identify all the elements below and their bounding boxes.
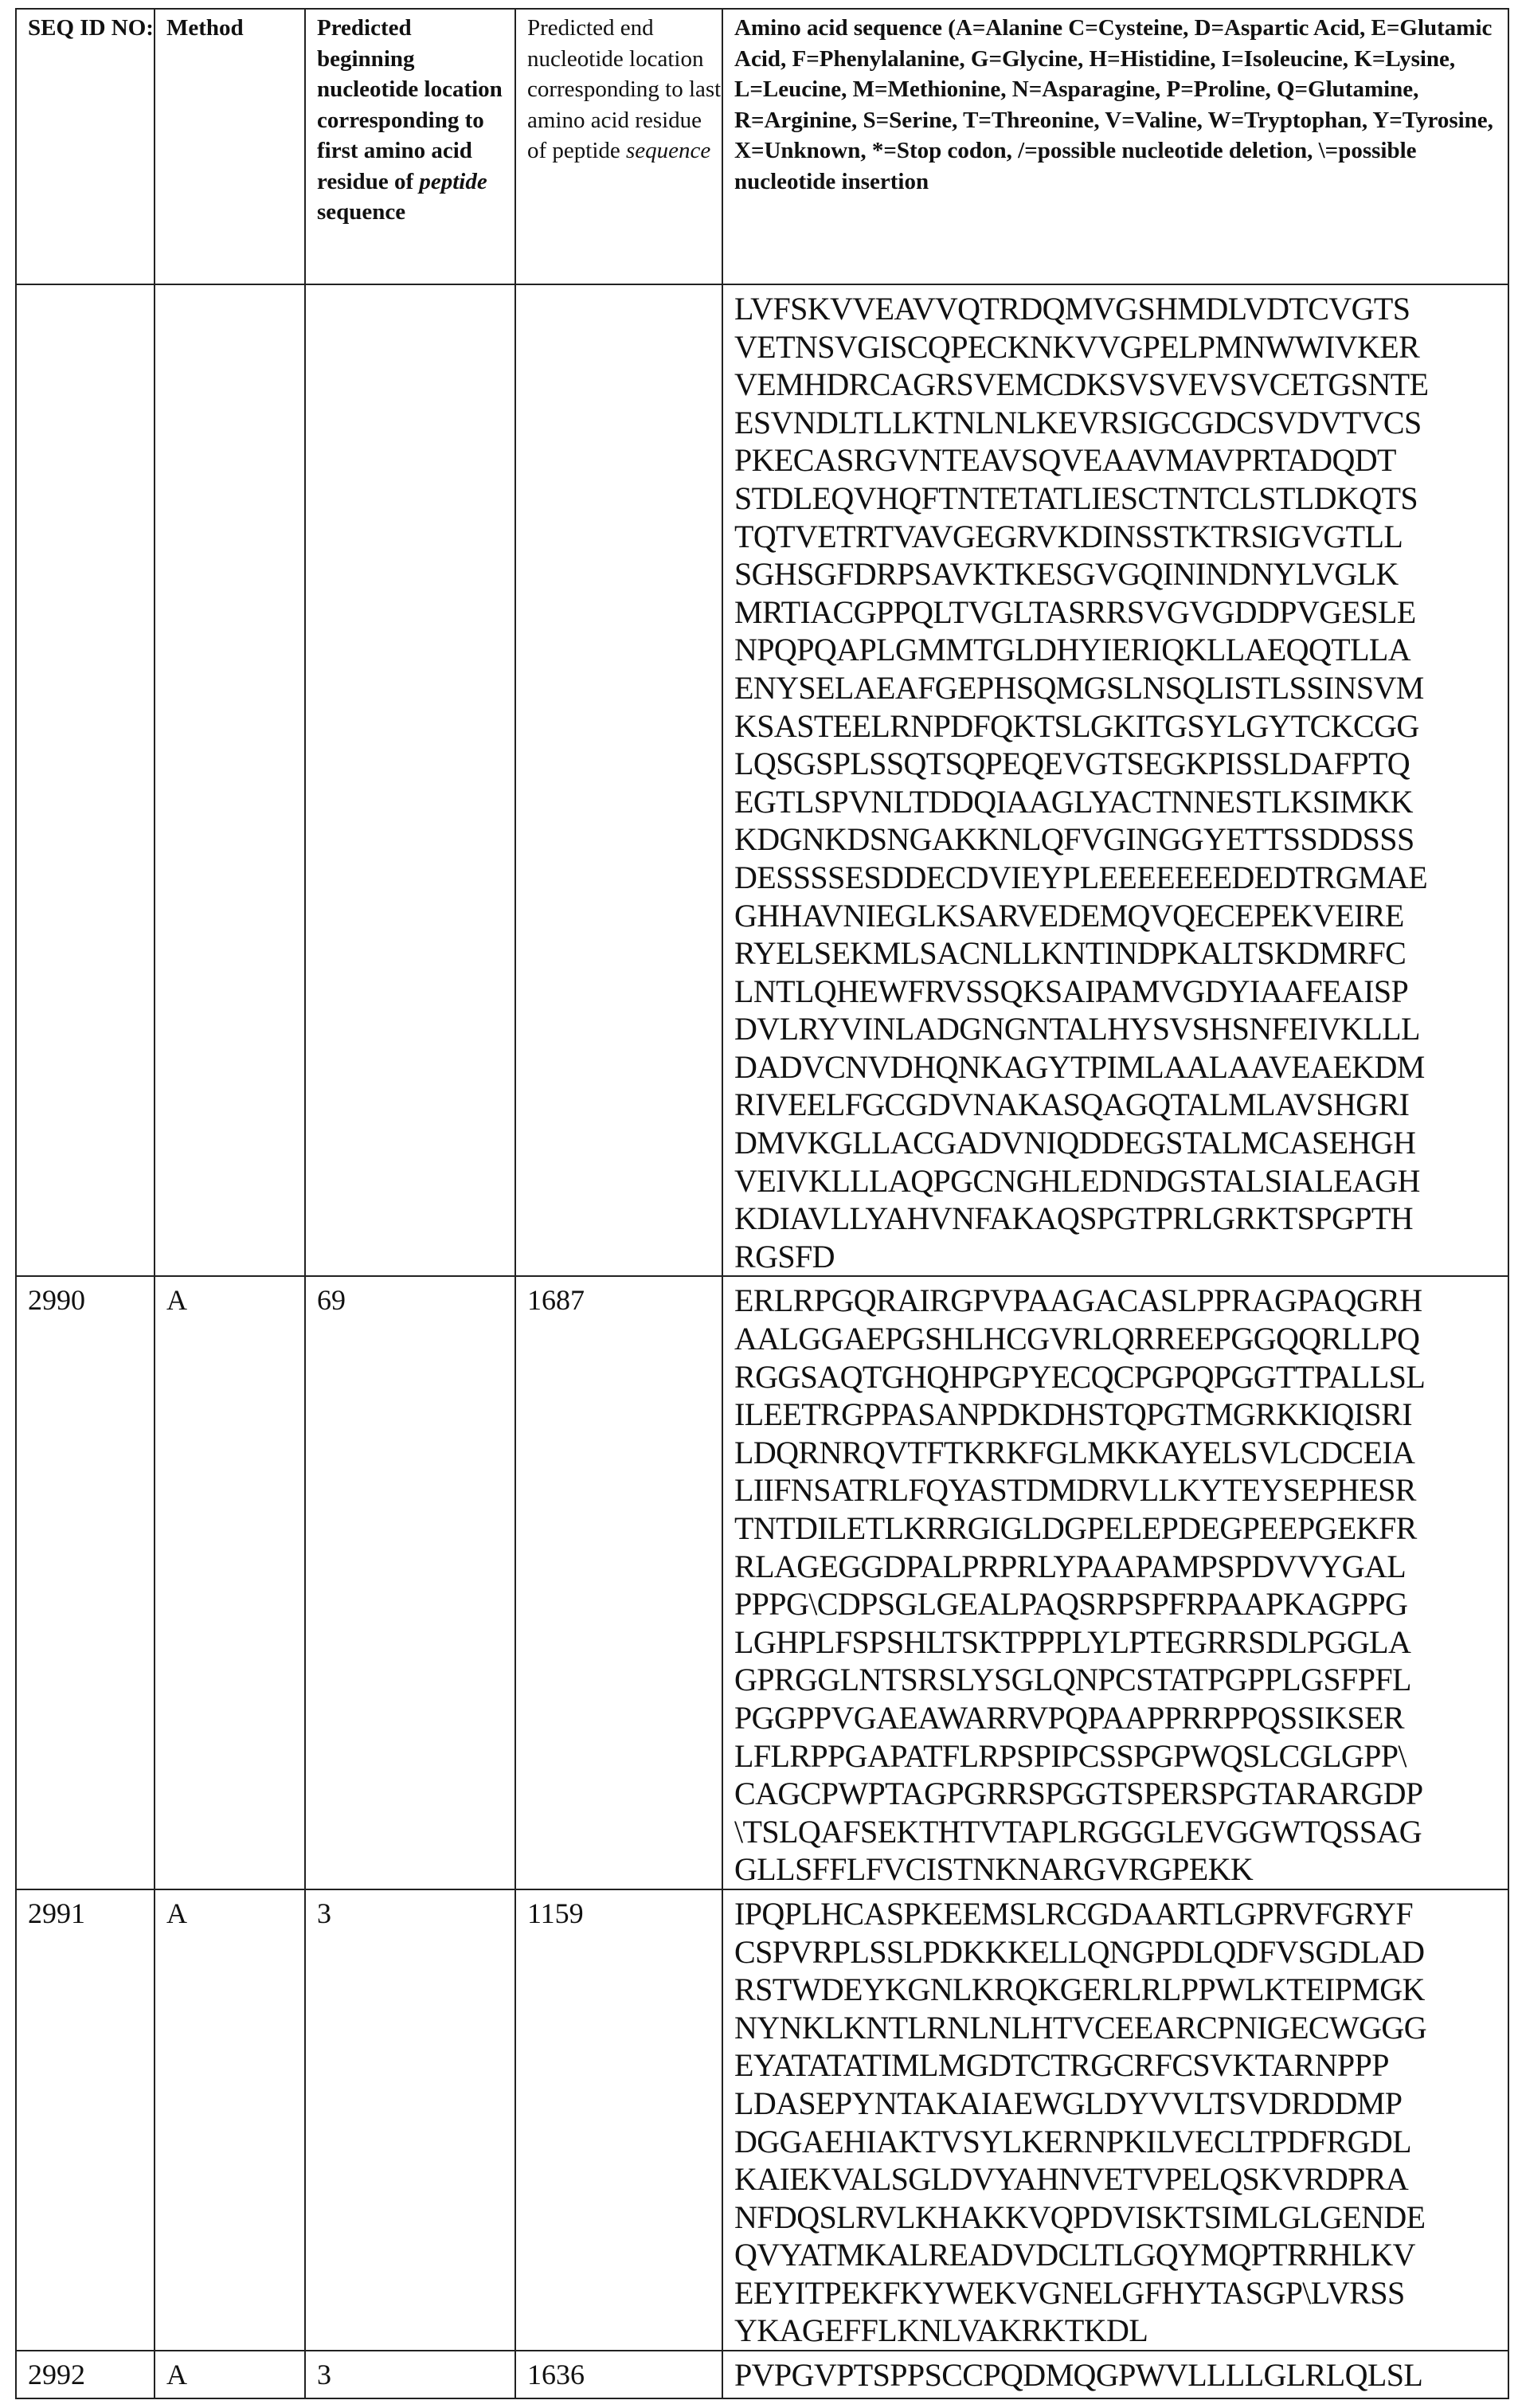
sequence-line: RGSFD bbox=[734, 1238, 1508, 1276]
sequence-line: LQSGSPLSSQTSQPEQEVGTSEGKPISSLDAFPTQ bbox=[734, 745, 1508, 783]
sequence-line: VETNSVGISCQPECKNKVVGPELPMNWWIVKER bbox=[734, 328, 1508, 366]
sequence-line: NFDQSLRVLKHAKKVQPDVISKTSIMLGLGENDE bbox=[734, 2199, 1508, 2237]
sequence-line: SGHSGFDRPSAVKTKESGVGQININDNYLVGLK bbox=[734, 555, 1508, 593]
sequence-line: ERLRPGQRAIRGPVPAAGACASLPPRAGPAQGRH bbox=[734, 1282, 1508, 1320]
sequence-line: RIVEELFGCGDVNAKASQAGQTALMLAVSHGRI bbox=[734, 1086, 1508, 1124]
header-begin bbox=[305, 9, 515, 284]
sequence-line: MRTIACGPPQLTVGLTASRRSVGVGDDPVGESLE bbox=[734, 593, 1508, 632]
header-sequence: Amino acid sequence (A=Alanine C=Cysteine, D=Aspartic Acid, E=Glutamic Acid, F=Phenylalanine, G=Glycine, H=Histidine, I=Isoleucine, K=Lysine, L=Leucine, M=Methionine, N=Asparagine, P=Proline, Q=Glutamine, R=Arginine, S=Serine, T=Threonine, V=Valine, W=Tryptophan, Y=Tyrosine, X=Unknown, *=Stop codon, /=possible nucleotide deletion, \=possible nucleotide insertion bbox=[722, 9, 1508, 284]
cell-method: A bbox=[155, 1889, 305, 2351]
sequence-line: TNTDILETLKRRGIGLDGPELEPDEGPEEPGEKFR bbox=[734, 1509, 1508, 1548]
sequence-line: DVLRYVINLADGNGNTALHYSVSHSNFEIVKLLL bbox=[734, 1010, 1508, 1048]
cell-begin: 69 bbox=[305, 1276, 515, 1889]
header-end-text: Predicted end nucleotide location corresponding to last amino acid residue of peptide bbox=[527, 15, 721, 163]
sequence-line: KDGNKDSNGAKKNLQFVGINGGYETTSSDDSSS bbox=[734, 820, 1508, 859]
sequence-line: ENYSELAEAFGEPHSQMGSLNSQLISTLSSINSVM bbox=[734, 669, 1508, 707]
sequence-line: LIIFNSATRLFQYASTDMDRVLLKYTEYSEPHESR bbox=[734, 1471, 1508, 1509]
sequence-line: DESSSSESDDECDVIEYPLEEEEEEEDEDTRGMAE bbox=[734, 859, 1508, 897]
sequence-line: AALGGAEPGSHLHCGVRLQRREEPGGQQRLLPQ bbox=[734, 1320, 1508, 1358]
sequence-line: EYATATATIMLMGDTCTRGCRFCSVKTARNPPP bbox=[734, 2046, 1508, 2085]
sequence-line: TQTVETRTVAVGEGRVKDINSSTKTRSIGVGTLL bbox=[734, 518, 1508, 556]
cell-begin: 3 bbox=[305, 2351, 515, 2398]
header-begin-italic: peptide bbox=[419, 169, 487, 194]
table-row bbox=[16, 1276, 1508, 1889]
sequence-line: LDQRNRQVTFTKRKFGLMKKAYELSVLCDCEIA bbox=[734, 1434, 1508, 1472]
table-row bbox=[16, 1889, 1508, 2351]
sequence-line: GLLSFFLFVCISTNKNARGVRGPEKK bbox=[734, 1850, 1508, 1889]
cell-end: 1636 bbox=[515, 2351, 722, 2398]
sequence-line: EGTLSPVNLTDDQIAAGLYACTNNESTLKSIMKK bbox=[734, 783, 1508, 821]
sequence-line: PGGPPVGAEAWARRVPQPAAPPRRPPQSSIKSER bbox=[734, 1699, 1508, 1737]
sequence-line: LDASEPYNTAKAIAEWGLDYVVLTSVDRDDMP bbox=[734, 2085, 1508, 2123]
sequence-line: VEMHDRCAGRSVEMCDKSVSVEVSVCETGSNTE bbox=[734, 366, 1508, 404]
cell-seq-id: 2991 bbox=[16, 1889, 155, 2351]
cell-end: 1159 bbox=[515, 1889, 722, 2351]
sequence-line: PVPGVPTSPPSCCPQDMQGPWVLLLLGLRLQLSL bbox=[734, 2356, 1508, 2394]
sequence-line: ILEETRGPPASANPDKDHSTQPGTMGRKKIQISRI bbox=[734, 1396, 1508, 1434]
sequence-line: GHHAVNIEGLKSARVEDEMQVQECEPEKVEIRE bbox=[734, 897, 1508, 935]
cell-sequence bbox=[722, 284, 1508, 1276]
sequence-line: KSASTEELRNPDFQKTSLGKITGSYLGYTCKCGG bbox=[734, 707, 1508, 746]
header-seq-id: SEQ ID NO: bbox=[16, 9, 155, 284]
header-row bbox=[16, 9, 1508, 284]
table-row bbox=[16, 284, 1508, 1276]
cell-sequence bbox=[722, 1889, 1508, 2351]
cell-method: A bbox=[155, 2351, 305, 2398]
sequence-line: PPPG\CDPSGLGEALPAQSRPSPFRPAAPKAGPPG bbox=[734, 1585, 1508, 1623]
sequence-line: IPQPLHCASPKEEMSLRCGDAARTLGPRVFGRYF bbox=[734, 1895, 1508, 1933]
sequence-line: \TSLQAFSEKTHTVTAPLRGGGLEVGGWTQSSAG bbox=[734, 1813, 1508, 1851]
sequence-line: DGGAEHIAKTVSYLKERNPKILVECLTPDFRGDL bbox=[734, 2123, 1508, 2161]
cell-sequence bbox=[722, 2351, 1508, 2398]
sequence-line: PKECASRGVNTEAVSQVEAAVMAVPRTADQDT bbox=[734, 441, 1508, 480]
sequence-table bbox=[15, 8, 1509, 2399]
cell-begin bbox=[305, 284, 515, 1276]
cell-seq-id: 2990 bbox=[16, 1276, 155, 1889]
cell-method bbox=[155, 284, 305, 1276]
sequence-line: RSTWDEYKGNLKRQKGERLRLPPWLKTEIPMGK bbox=[734, 1971, 1508, 2009]
sequence-line: CAGCPWPTAGPGRRSPGGTSPERSPGTARARGDP bbox=[734, 1775, 1508, 1813]
sequence-line: DMVKGLLACGADVNIQDDEGSTALMCASEHGH bbox=[734, 1124, 1508, 1162]
cell-seq-id bbox=[16, 284, 155, 1276]
header-begin-suffix: sequence bbox=[317, 199, 405, 225]
header-end-italic: sequence bbox=[626, 138, 710, 163]
sequence-line: STDLEQVHQFTNTETATLIESCTNTCLSTLDKQTS bbox=[734, 480, 1508, 518]
sequence-line: DADVCNVDHQNKAGYTPIMLAALAAVEAEKDM bbox=[734, 1048, 1508, 1087]
sequence-line: NYNKLKNTLRNLNLHTVCEEARCPNIGECWGGG bbox=[734, 2009, 1508, 2047]
header-end bbox=[515, 9, 722, 284]
header-begin-text: Predicted beginning nucleotide location corresponding to first amino acid residue of bbox=[317, 15, 503, 194]
cell-sequence bbox=[722, 1276, 1508, 1889]
cell-method: A bbox=[155, 1276, 305, 1889]
sequence-line: EEYITPEKFKYWEKVGNELGFHYTASGP\LVRSS bbox=[734, 2274, 1508, 2312]
cell-end: 1687 bbox=[515, 1276, 722, 1889]
sequence-line: RLAGEGGDPALPRPRLYPAAPAMPSPDVVYGAL bbox=[734, 1548, 1508, 1586]
sequence-line: GPRGGLNTSRSLYSGLQNPCSTATPGPPLGSFPFL bbox=[734, 1661, 1508, 1699]
header-method: Method bbox=[155, 9, 305, 284]
sequence-line: RYELSEKMLSACNLLKNTINDPKALTSKDMRFC bbox=[734, 934, 1508, 973]
sequence-line: LNTLQHEWFRVSSQKSAIPAMVGDYIAAFEAISP bbox=[734, 973, 1508, 1011]
sequence-line: VEIVKLLLAQPGCNGHLEDNDGSTALSIALEAGH bbox=[734, 1162, 1508, 1200]
cell-end bbox=[515, 284, 722, 1276]
cell-seq-id: 2992 bbox=[16, 2351, 155, 2398]
sequence-line: LFLRPPGAPATFLRPSPIPCSSPGPWQSLCGLGPP\ bbox=[734, 1737, 1508, 1776]
sequence-line: RGGSAQTGHQHPGPYECQCPGPQPGGTTPALLSL bbox=[734, 1358, 1508, 1396]
table-row bbox=[16, 2351, 1508, 2398]
sequence-line: LVFSKVVEAVVQTRDQMVGSHMDLVDTCVGTS bbox=[734, 290, 1508, 328]
sequence-line: CSPVRPLSSLPDKKKELLQNGPDLQDFVSGDLAD bbox=[734, 1933, 1508, 1971]
sequence-line: YKAGEFFLKNLVAKRKTKDL bbox=[734, 2312, 1508, 2350]
sequence-line: QVYATMKALREADVDCLTLGQYMQPTRRHLKV bbox=[734, 2236, 1508, 2274]
cell-begin: 3 bbox=[305, 1889, 515, 2351]
sequence-line: ESVNDLTLLKTNLNLKEVRSIGCGDCSVDVTVCS bbox=[734, 404, 1508, 442]
sequence-line: KDIAVLLYAHVNFAKAQSPGTPRLGRKTSPGPTH bbox=[734, 1200, 1508, 1238]
sequence-line: LGHPLFSPSHLTSKTPPPLYLPTEGRRSDLPGGLA bbox=[734, 1623, 1508, 1662]
sequence-line: KAIEKVALSGLDVYAHNVETVPELQSKVRDPRA bbox=[734, 2160, 1508, 2199]
sequence-line: NPQPQAPLGMMTGLDHYIERIQKLLAEQQTLLA bbox=[734, 631, 1508, 669]
